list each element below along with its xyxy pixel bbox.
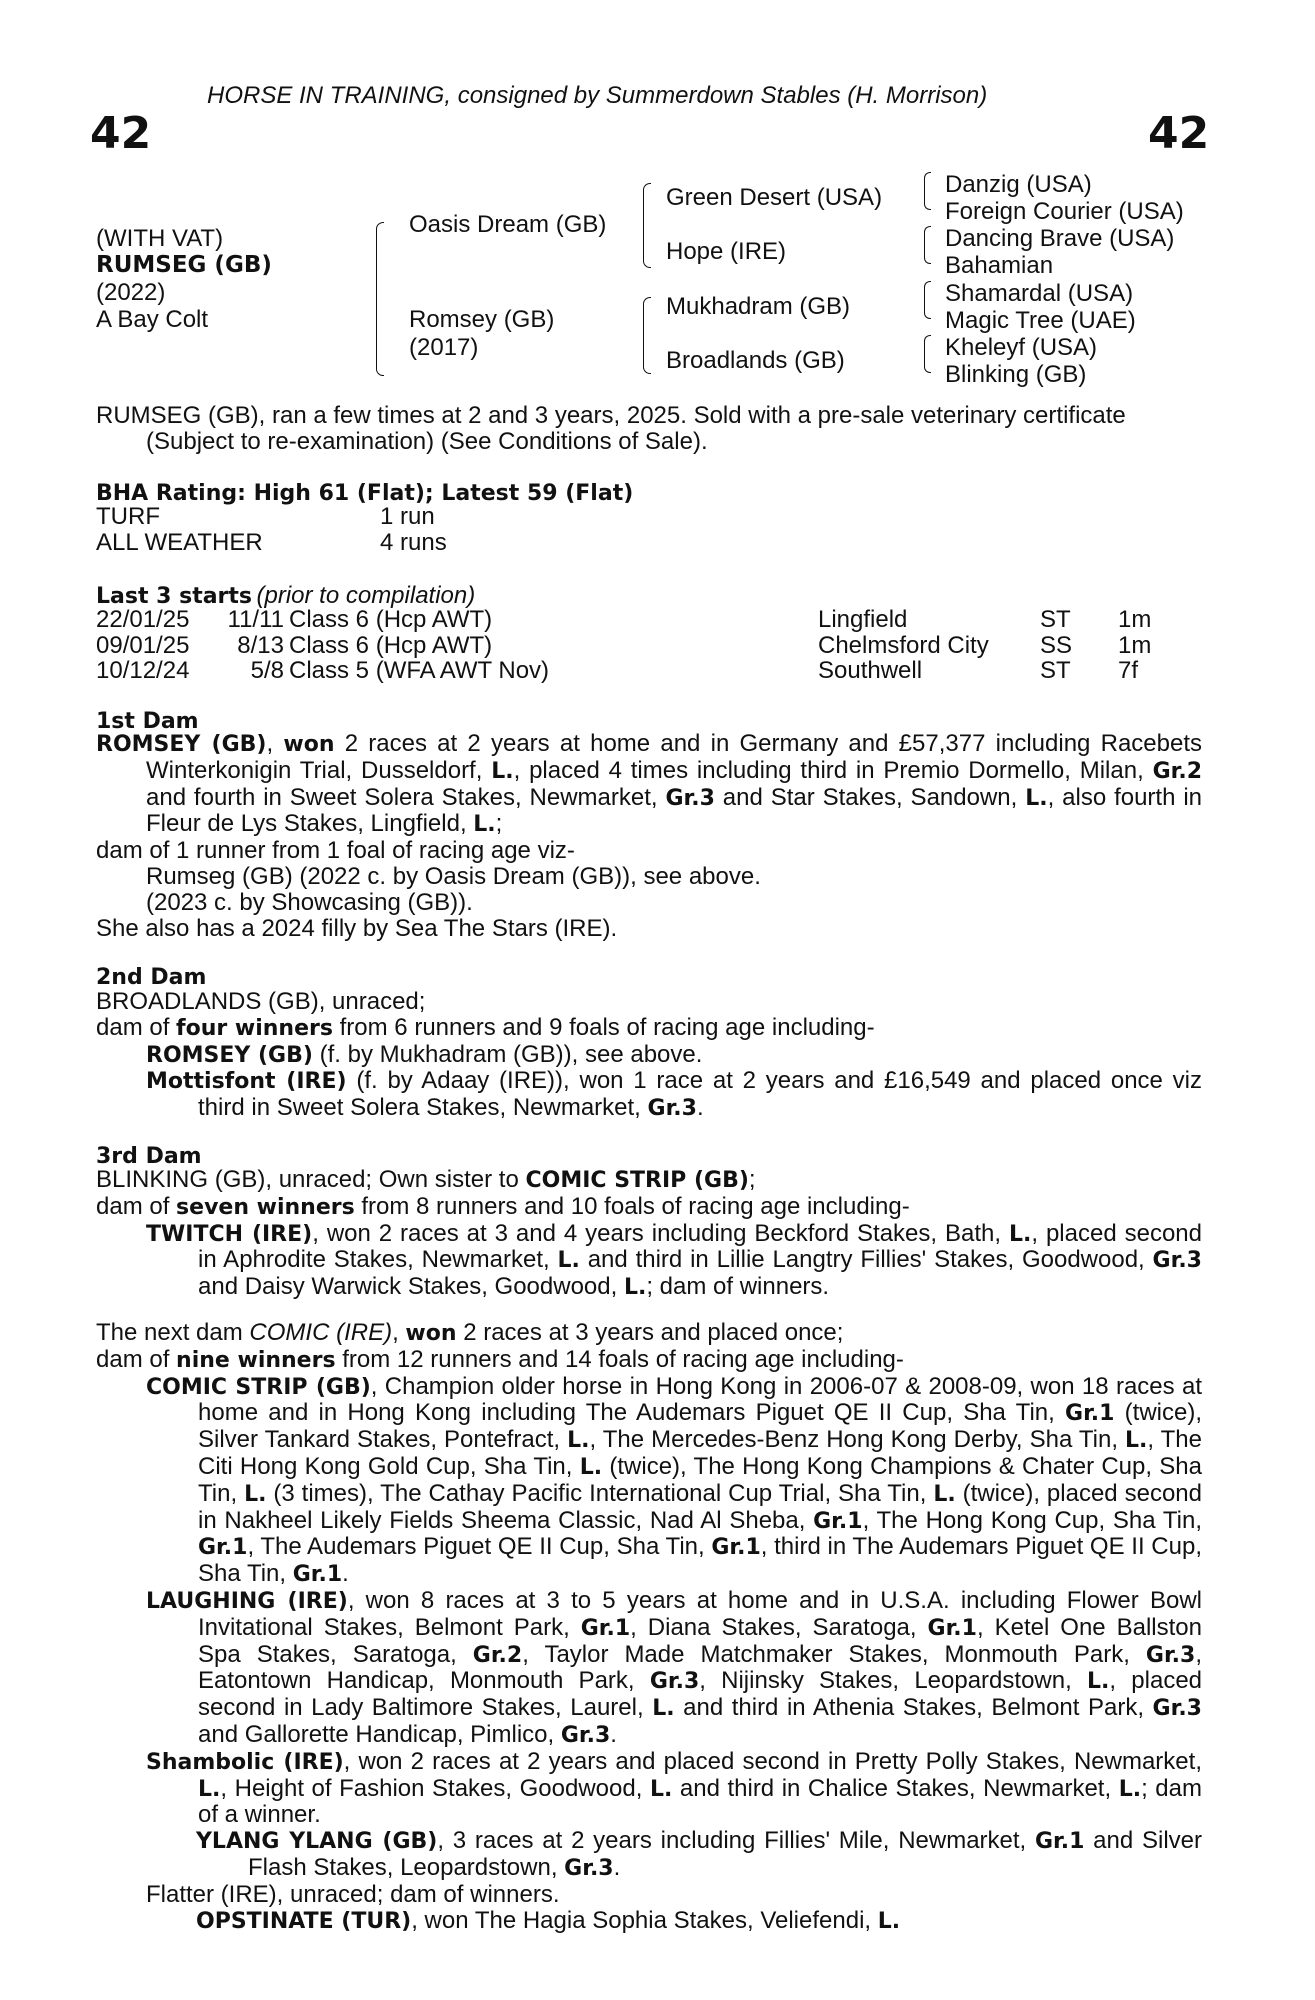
start-date: 09/01/25 xyxy=(96,632,190,659)
second-dam-heading: 2nd Dam xyxy=(96,965,207,990)
start-going: ST xyxy=(1040,657,1071,684)
first-dam-record: ROMSEY (GB), won 2 races at 2 years at home and in Germany and £57,377 including Racebets Winterkonigin Trial, Dusseldorf, L., placed 4 times including third in Premio Dormello, Milan, Gr.2 and fourth in Sweet Solera Stakes, Newmarket, Gr.3 and Star Stakes, Sandown, L., also fourth in Fleur de Lys Stakes, Lingfield, L.; xyxy=(96,730,1203,838)
last-starts-note: (prior to compilation) xyxy=(256,582,476,609)
second-dam-entry-1: ROMSEY (GB) (f. by Mukhadram (GB)), see above. xyxy=(146,1040,703,1068)
horse-name: RUMSEG (GB) xyxy=(96,252,272,278)
next-dam-produce-intro: dam of nine winners from 12 runners and 14 foals of racing age including- xyxy=(96,1345,904,1373)
start-course: Chelmsford City xyxy=(818,632,989,659)
rating-turf-label: TURF xyxy=(96,503,160,530)
pedigree-brace-3d xyxy=(924,335,931,373)
start-race: Class 6 (Hcp AWT) xyxy=(289,606,493,633)
page-header: HORSE IN TRAINING, consigned by Summerdown Stables (H. Morrison) xyxy=(207,82,988,109)
third-dam-section xyxy=(96,1167,1202,1301)
next-dam-section xyxy=(96,1320,1202,1934)
first-dam-produce-intro: dam of 1 runner from 1 foal of racing age viz- xyxy=(96,837,575,865)
third-dam-produce-intro: dam of seven winners from 8 runners and 10 foals of racing age including- xyxy=(96,1192,910,1220)
pedigree-sire-sire: Green Desert (USA) xyxy=(666,184,883,211)
pedigree-brace-2a xyxy=(643,183,651,268)
pedigree-g3-5: Shamardal (USA) xyxy=(945,280,1134,307)
second-dam-produce-intro: dam of four winners from 6 runners and 9 foals of racing age including- xyxy=(96,1013,875,1041)
first-dam-name: ROMSEY (GB) xyxy=(96,732,267,757)
horse-year: (2022) xyxy=(96,279,166,306)
rating-aw-label: ALL WEATHER xyxy=(96,529,263,556)
next-dam-entry-opstinate: OPSTINATE (TUR), won The Hagia Sophia Stakes, Veliefendi, L. xyxy=(196,1906,901,1934)
pedigree-g3-6: Magic Tree (UAE) xyxy=(945,307,1136,334)
next-dam-line-1: The next dam COMIC (IRE), won 2 races at 3 years and placed once; xyxy=(96,1319,844,1346)
next-dam-entry-ylang-ylang: YLANG YLANG (GB), 3 races at 2 years including Fillies' Mile, Newmarket, Gr.1 and Silver Flash Stakes, Leopardstown, Gr.3. xyxy=(196,1827,1202,1881)
summary-line-1: RUMSEG (GB), ran a few times at 2 and 3 years, 2025. Sold with a pre-sale veterinary certificate xyxy=(96,402,1126,429)
pedigree-brace-1 xyxy=(376,222,384,376)
pedigree-dam-sire: Mukhadram (GB) xyxy=(666,293,851,320)
pedigree-brace-3c xyxy=(924,281,931,319)
start-course: Southwell xyxy=(818,657,923,684)
second-dam-section xyxy=(96,989,1202,1122)
rating-turf-value: 1 run xyxy=(380,503,435,530)
second-dam-line-1: BROADLANDS (GB), unraced; xyxy=(96,988,426,1015)
start-going: SS xyxy=(1040,632,1073,659)
first-dam-heading: 1st Dam xyxy=(96,709,199,734)
lot-number-left: 42 xyxy=(90,108,152,159)
next-dam-entry-flatter: Flatter (IRE), unraced; dam of winners. xyxy=(146,1880,560,1908)
start-position: 11/11 xyxy=(227,606,284,633)
start-position: 5/8 xyxy=(250,657,284,684)
next-dam-entry-laughing: LAUGHING (IRE), won 8 races at 3 to 5 years at home and in U.S.A. including Flower Bowl Invitational Stakes, Belmont Park, Gr.1, Diana Stakes, Saratoga, Gr.1, Ketel One Ballston Spa Stakes, Saratoga, Gr.2, Taylor Made Matchmaker Stakes, Monmouth Park, Gr.3, Eatontown Handicap, Monmouth Park, Gr.3, Nijinsky Stakes, Leopardstown, L., placed second in Lady Baltimore Stakes, Laurel, L. and third in Athenia Stakes, Belmont Park, Gr.3 and Gallorette Handicap, Pimlico, Gr.3. xyxy=(146,1586,1203,1748)
start-distance: 1m xyxy=(1118,632,1152,659)
pedigree-g3-1: Danzig (USA) xyxy=(945,171,1092,198)
next-dam-entry-shambolic: Shambolic (IRE), won 2 races at 2 years and placed second in Pretty Polly Stakes, Newmarket, L., Height of Fashion Stakes, Goodwood, L. and third in Chalice Stakes, Newmarket, L.; dam of a winner. xyxy=(146,1747,1202,1829)
start-course: Lingfield xyxy=(818,606,908,633)
pedigree-brace-2b xyxy=(643,297,651,374)
pedigree-sire-dam: Hope (IRE) xyxy=(666,238,787,265)
pedigree-g3-7: Kheleyf (USA) xyxy=(945,334,1098,361)
horse-description: A Bay Colt xyxy=(96,306,209,333)
first-dam-won: won xyxy=(283,732,335,757)
start-position: 8/13 xyxy=(237,632,284,659)
first-dam-also: She also has a 2024 filly by Sea The Stars (IRE). xyxy=(96,914,618,942)
pedigree-g3-3: Dancing Brave (USA) xyxy=(945,225,1175,252)
start-date: 10/12/24 xyxy=(96,657,190,684)
pedigree-dam-dam: Broadlands (GB) xyxy=(666,347,845,374)
start-distance: 7f xyxy=(1118,657,1139,684)
pedigree-g3-8: Blinking (GB) xyxy=(945,361,1087,388)
third-dam-entry-1: TWITCH (IRE), won 2 races at 3 and 4 years including Beckford Stakes, Bath, L., placed second in Aphrodite Stakes, Newmarket, L. and third in Lillie Langtry Fillies' Stakes, Goodwood, Gr.3 and Daisy Warwick Stakes, Goodwood, L.; dam of winners. xyxy=(146,1219,1202,1301)
last-starts-title: Last 3 starts xyxy=(96,584,253,609)
start-distance: 1m xyxy=(1118,606,1152,633)
pedigree-sire: Oasis Dream (GB) xyxy=(409,211,607,238)
pedigree-g3-2: Foreign Courier (USA) xyxy=(945,198,1184,225)
third-dam-heading: 3rd Dam xyxy=(96,1144,202,1169)
pedigree-brace-3a xyxy=(924,172,931,210)
summary xyxy=(96,403,1202,455)
second-dam-entry-2: Mottisfont (IRE) (f. by Adaay (IRE)), won 1 race at 2 years and £16,549 and placed once viz third in Sweet Solera Stakes, Newmarket, Gr.3. xyxy=(146,1067,1203,1122)
start-going: ST xyxy=(1040,606,1071,633)
rating-aw-value: 4 runs xyxy=(380,529,447,556)
vat-note: (WITH VAT) xyxy=(96,225,224,252)
pedigree-brace-3b xyxy=(924,226,931,264)
pedigree-dam-year: (2017) xyxy=(409,334,479,361)
pedigree-g3-4: Bahamian xyxy=(945,252,1054,279)
start-race: Class 5 (WFA AWT Nov) xyxy=(289,657,550,684)
third-dam-line-1: BLINKING (GB), unraced; Own sister to COMIC STRIP (GB); xyxy=(96,1166,756,1193)
next-dam-entry-comic-strip: COMIC STRIP (GB), Champion older horse in Hong Kong in 2006-07 & 2008-09, won 18 races at home and in Hong Kong including The Audemars Piguet QE II Cup, Sha Tin, Gr.1 (twice), Silver Tankard Stakes, Pontefract, L., The Mercedes-Benz Hong Kong Derby, Sha Tin, L., The Citi Hong Kong Gold Cup, Sha Tin, L. (twice), The Hong Kong Champions & Chater Cup, Sha Tin, L. (3 times), The Cathay Pacific International Cup Trial, Sha Tin, L. (twice), placed second in Nakheel Likely Fields Sheema Classic, Nad Al Sheba, Gr.1, The Hong Kong Cup, Sha Tin, Gr.1, The Audemars Piguet QE II Cup, Sha Tin, Gr.1, third in The Audemars Piguet QE II Cup, Sha Tin, Gr.1. xyxy=(146,1372,1202,1588)
lot-number-right: 42 xyxy=(1148,108,1210,159)
first-dam-produce-2: (2023 c. by Showcasing (GB)). xyxy=(146,888,473,916)
summary-line-2: (Subject to re-examination) (See Conditions of Sale). xyxy=(146,427,708,455)
start-race: Class 6 (Hcp AWT) xyxy=(289,632,493,659)
start-date: 22/01/25 xyxy=(96,606,190,633)
bha-rating: BHA Rating: High 61 (Flat); Latest 59 (Flat) xyxy=(96,481,634,506)
pedigree-dam: Romsey (GB) xyxy=(409,306,555,333)
first-dam-produce-1: Rumseg (GB) (2022 c. by Oasis Dream (GB)), see above. xyxy=(146,862,761,890)
first-dam-section xyxy=(96,731,1202,941)
